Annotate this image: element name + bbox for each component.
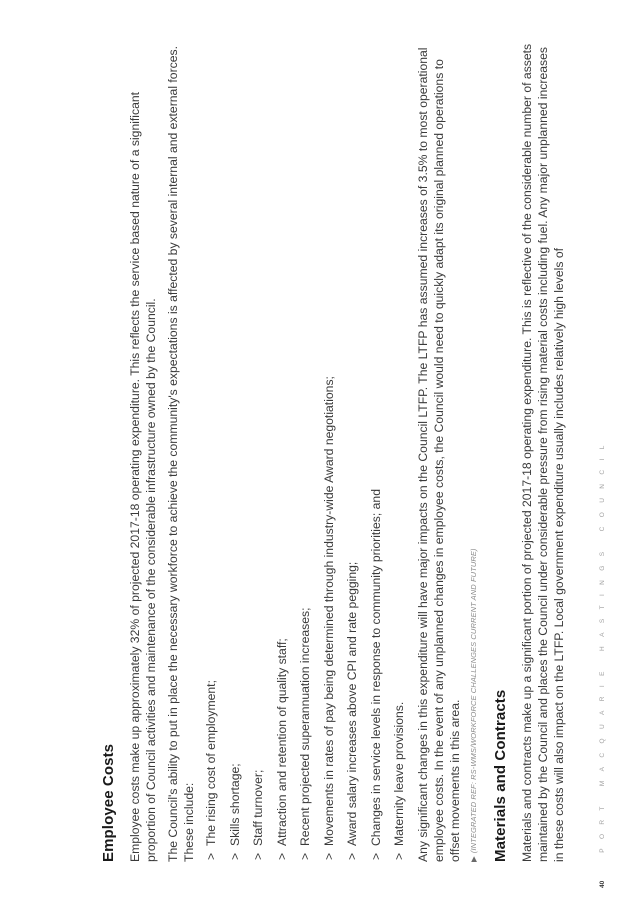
section-heading-materials-and-contracts: Materials and Contracts (491, 689, 509, 862)
list-item (344, 42, 360, 862)
list-item-text: Attraction and retention of quality staff; (274, 638, 289, 846)
list-item (274, 42, 290, 862)
employee-costs-paragraph-3: Any significant changes in this expenditure will have major impacts on the Council LTFP. The LTFP has assumed increases of 3.5% to most operational employee costs. In the event of any unplanned changes in employee costs, the Council would need to quickly adapt its original planned operations to offset movements in this area. (415, 47, 462, 862)
list-item-text: Movements in rates of pay being determined through industry-wide Award negotiations; (321, 376, 336, 846)
list-item (297, 42, 313, 862)
list-item-text: Skills shortage; (227, 763, 242, 846)
integrated-reference-text: (INTEGRATED REF: RS-WMS/WORKFORCE CHALLENGES CURRENT AND FUTURE) (468, 548, 478, 854)
list-item-text: Staff turnover; (251, 769, 265, 846)
employee-costs-paragraph-2: The Council's ability to put in place the necessary workforce to achieve the community's expectations is affected by several internal and external forces. These include: (166, 46, 196, 862)
list-item (250, 42, 266, 862)
list-item (227, 42, 243, 862)
list-item-text: Recent projected superannuation increases; (298, 607, 312, 846)
section-heading-employee-costs: Employee Costs (100, 743, 117, 862)
bullet-marker: > (298, 852, 312, 860)
bullet-marker: > (368, 852, 383, 860)
list-item (368, 42, 384, 862)
bullet-marker: > (251, 852, 265, 860)
play-arrow-icon: ▶ (468, 856, 478, 862)
bullet-marker: > (345, 852, 359, 860)
rotated-page (14, 12, 614, 892)
list-item (321, 42, 337, 862)
bullet-marker: > (321, 852, 336, 860)
list-item (203, 42, 219, 862)
list-item (391, 42, 407, 862)
page-content (100, 42, 573, 862)
materials-contracts-paragraph-1: Materials and contracts make up a significant portion of projected 2017-18 operating expenditure. This is reflective of the considerable number of assets maintained by the Council and places the Council under considerable pressure from rising material costs including fuel. Any major unplanned increases in these costs will also impact on the LTFP. Local government expenditure usually includes relatively high levels of (519, 43, 566, 862)
integrated-reference (469, 42, 478, 862)
list-item-text: Maternity leave provisions. (392, 701, 406, 846)
bullet-marker: > (227, 852, 242, 860)
bullet-marker: > (392, 852, 406, 860)
page-number: 40 (599, 880, 606, 888)
bullet-marker: > (204, 852, 218, 860)
employee-costs-paragraph-1: Employee costs make up approximately 32% of projected 2017-18 operating expenditure. This reflects the service based nature of a significant proportion of Council activities and maintenance of the considerable infrastructure owned by the Council. (128, 91, 158, 862)
running-footer: PORT MACQUARIE HASTINGS COUNCIL (599, 436, 606, 853)
employee-cost-factors-list (203, 42, 407, 862)
list-item-text: Changes in service levels in response to community priorities; and (368, 489, 383, 846)
bullet-marker: > (274, 852, 289, 860)
page-footer (599, 436, 606, 888)
list-item-text: Award salary increases above CPI and rate pegging; (345, 561, 359, 846)
list-item-text: The rising cost of employment; (204, 680, 218, 846)
